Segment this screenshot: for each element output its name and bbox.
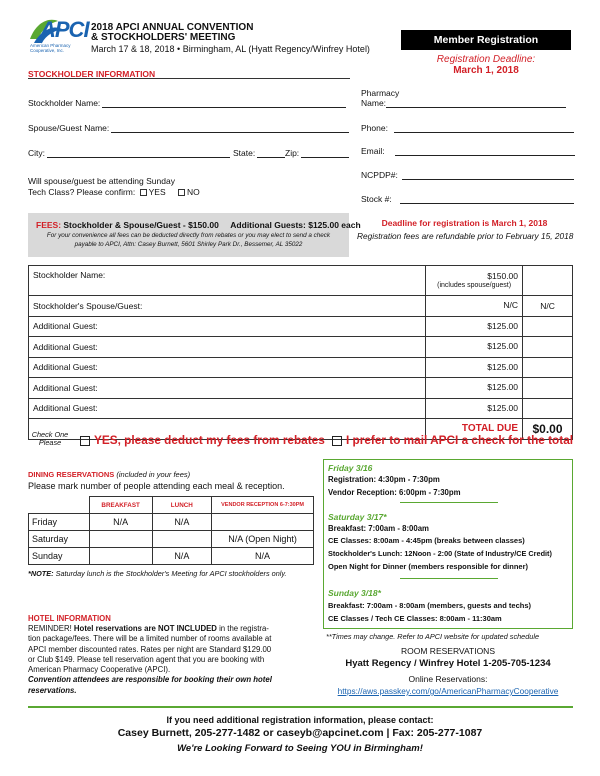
fee-row-amount-cell[interactable] (426, 296, 523, 317)
fee-row-amount: $125.00 (487, 382, 519, 393)
saturday-item-3: Stockholder's Lunch: 12Noon - 2:00 (State of Industry/CE Credit) (328, 549, 552, 558)
saturday-item-4: Open Night for Dinner (members responsible for dinner) (328, 562, 529, 571)
dining-instruction: Please mark number of people attending each meal & reception. (28, 481, 285, 491)
fee-row-extra[interactable] (523, 398, 573, 419)
logo-text: APCI (40, 17, 89, 42)
sunday-title: Sunday 3/18* (328, 588, 381, 598)
mail-check-option[interactable] (330, 433, 573, 447)
dining-cell[interactable] (89, 548, 152, 565)
dining-day: Friday (29, 514, 90, 531)
fee-row-label: Additional Guest: (29, 337, 426, 358)
footer-contact: Casey Burnett, 205-277-1482 or caseyb@apcinet.com | Fax: 205-277-1087 (117, 727, 483, 739)
dining-row (29, 531, 314, 548)
no-label: NO (187, 187, 200, 197)
ncpdp-label: NCPDP#: (361, 170, 398, 180)
dining-cell[interactable] (89, 531, 152, 548)
stockholder-name-field[interactable] (28, 98, 346, 108)
logo-subtext: American Pharmacy Cooperative, Inc. (30, 43, 71, 53)
phone-field[interactable] (361, 123, 574, 133)
stock-number-label: Stock #: (361, 194, 392, 204)
pharmacy-label: Pharmacy (361, 88, 400, 98)
saturday-item-1: Breakfast: 7:00am - 8:00am (328, 524, 429, 533)
hotel-phone: Hyatt Regency / Winfrey Hotel 1-205-705-1234 (345, 658, 551, 669)
hotel-line-5: American Pharmacy Cooperative (APCI). (28, 665, 171, 675)
check-one-text: Check One (31, 430, 69, 439)
fee-row-amount: $125.00 (487, 361, 519, 372)
total-due-label: TOTAL DUE (426, 419, 523, 440)
deadline-label: Registration Deadline: (436, 54, 536, 65)
city-label: City: (28, 148, 45, 158)
online-reservations-link[interactable]: https://aws.passkey.com/go/AmericanPharmacyCooperative (337, 686, 559, 696)
dining-note (28, 569, 287, 578)
pharmacy-name-label: Name: (361, 98, 387, 108)
mail-check-checkbox[interactable] (332, 436, 342, 446)
dining-note-text: Saturday lunch is the Stockholder's Meeting for APCI stockholders only. (53, 569, 287, 578)
dining-title (28, 470, 190, 479)
fee-row-extra[interactable] (523, 337, 573, 358)
deduct-rebates-option[interactable] (78, 433, 325, 447)
fee-row (29, 316, 573, 337)
member-registration-banner: Member Registration (401, 30, 571, 50)
section-divider (28, 78, 350, 79)
please-text: Please (38, 438, 62, 447)
no-checkbox[interactable] (178, 189, 185, 196)
friday-title: Friday 3/16 (328, 463, 373, 473)
fee-row (29, 378, 573, 399)
deduct-rebates-label: YES, please deduct my fees from rebates (94, 433, 325, 447)
fees-text (36, 220, 361, 230)
fee-row (29, 266, 573, 296)
fee-row-label: Additional Guest: (29, 316, 426, 337)
dining-note-bold: *NOTE: (28, 569, 54, 578)
check-one-label (30, 431, 70, 447)
event-dates-location: March 17 & 18, 2018 • Birmingham, AL (Hyatt Regency/Winfrey Hotel) (91, 44, 370, 54)
fee-row-amount: $125.00 (487, 320, 519, 331)
deadline-note: Deadline for registration is March 1, 2018 (381, 218, 548, 228)
stockholder-name-label: Stockholder Name: (28, 98, 101, 108)
fee-row (29, 357, 573, 378)
dining-cell: N/A (Open Night) (212, 531, 314, 548)
fee-row-extra[interactable] (523, 378, 573, 399)
stockholder-section-title: STOCKHOLDER INFORMATION (28, 69, 156, 79)
sunday-confirm-label: Tech Class? Please confirm: (28, 187, 136, 197)
dining-day: Saturday (29, 531, 90, 548)
hotel-line-2: tion package/fees. There will be a limited number of rooms available at (28, 634, 272, 644)
fee-row (29, 296, 573, 317)
footer-divider (28, 706, 573, 708)
ncpdp-field[interactable] (361, 170, 574, 180)
dining-cell[interactable] (152, 531, 212, 548)
friday-item-1: Registration: 4:30pm - 7:30pm (328, 475, 440, 484)
hotel-reminder-bold: Hotel reservations are NOT INCLUDED (73, 624, 217, 633)
sunday-item-1: Breakfast: 7:00am - 8:00am (members, guests and techs) (328, 601, 531, 610)
fee-row-label: Additional Guest: (29, 357, 426, 378)
hotel-reminder: REMINDER! (28, 624, 74, 633)
zip-label: Zip: (285, 148, 300, 158)
schedule-divider-1 (400, 502, 498, 503)
dining-header-row (29, 497, 314, 514)
fee-row-amount-cell[interactable] (426, 337, 523, 358)
fee-row-amount-cell[interactable] (426, 316, 523, 337)
saturday-item-2: CE Classes: 8:00am - 4:45pm (breaks between classes) (328, 536, 525, 545)
spouse-guest-name-field[interactable] (28, 123, 349, 133)
sunday-question: Will spouse/guest be attending Sunday (28, 176, 175, 186)
dining-cell[interactable] (212, 514, 314, 531)
fee-row (29, 337, 573, 358)
room-reservations-label: ROOM RESERVATIONS (401, 646, 495, 656)
fee-row (29, 398, 573, 419)
sunday-item-2: CE Classes / Tech CE Classes: 8:00am - 11:30am (328, 614, 502, 623)
fee-row-amount: $150.00 (487, 270, 519, 281)
email-label: Email: (361, 146, 385, 156)
deadline-date: March 1, 2018 (453, 65, 519, 76)
fee-row-amount-cell[interactable] (426, 398, 523, 419)
fee-row-extra[interactable] (523, 357, 573, 378)
online-reservations-label: Online Reservations: (408, 674, 488, 684)
dining-cell: N/A (212, 548, 314, 565)
pharmacy-name-field[interactable] (361, 98, 566, 108)
fee-row-amount: N/C (503, 300, 519, 311)
fee-row-label: Stockholder's Spouse/Guest: (29, 296, 426, 317)
fee-row-sub: (includes spouse/guest) (437, 281, 512, 289)
fee-row-label: Additional Guest: (29, 398, 426, 419)
saturday-title: Saturday 3/17* (328, 512, 387, 522)
footer-info: If you need additional registration information, please contact: (166, 715, 434, 725)
footer-closing: We're Looking Forward to Seeing YOU in Birmingham! (177, 743, 423, 754)
phone-label: Phone: (361, 123, 388, 133)
city-field[interactable] (28, 148, 230, 158)
fees-label: FEES: (36, 220, 62, 230)
apci-logo (28, 15, 90, 55)
hotel-reminder-rest: in the registra- (216, 624, 269, 633)
refund-note: Registration fees are refundable prior to February 15, 2018 (357, 231, 574, 241)
fee-row-extra[interactable]: N/C (523, 296, 573, 317)
hotel-reminder-line (28, 624, 318, 634)
hotel-line-3: APCI member discounted rates. Rates per night are Standard $129.00 (28, 644, 272, 654)
hotel-line-4: or Club $149. Please tell reservation agent that you are booking with (28, 654, 265, 664)
dining-row (29, 548, 314, 565)
state-label: State: (233, 148, 256, 158)
email-field[interactable] (361, 146, 575, 156)
fee-row-extra[interactable] (523, 266, 573, 296)
breakfast-header: BREAKFAST (89, 497, 152, 514)
stock-number-field[interactable] (361, 194, 574, 204)
hotel-line-7: reservations. (28, 685, 77, 695)
hotel-info (28, 624, 318, 696)
hotel-title: HOTEL INFORMATION (28, 614, 111, 623)
mail-check-label: I prefer to mail APCI a check for the total (346, 433, 574, 447)
total-due-value: $0.00 (523, 419, 573, 440)
state-field[interactable] (233, 148, 285, 158)
yes-checkbox[interactable] (140, 189, 147, 196)
dining-cell: N/A (89, 514, 152, 531)
lunch-header: LUNCH (152, 497, 212, 514)
fee-row-amount-cell[interactable] (426, 357, 523, 378)
dining-cell: N/A (152, 548, 212, 565)
fee-row-label: Stockholder Name: (29, 266, 426, 296)
schedule-divider-2 (400, 578, 498, 579)
dining-title-text: DINING RESERVATIONS (28, 470, 115, 479)
fee-row-amount: $125.00 (487, 402, 519, 413)
fee-table (28, 265, 573, 440)
schedule-change-note: **Times may change. Refer to APCI website for updated schedule (326, 632, 540, 641)
fee-row-amount-cell[interactable] (426, 378, 523, 399)
friday-item-2: Vendor Reception: 6:00pm - 7:30pm (328, 488, 461, 497)
fee-row-amount: $125.00 (487, 341, 519, 352)
dining-row (29, 514, 314, 531)
vendor-reception-header: VENDOR RECEPTION 6-7:30PM (212, 497, 314, 514)
event-title-line1: 2018 APCI ANNUAL CONVENTION (91, 22, 254, 33)
deduct-rebates-checkbox[interactable] (80, 436, 90, 446)
dining-cell: N/A (152, 514, 212, 531)
fee-row-amount-cell[interactable] (426, 266, 523, 296)
event-title-line2: & STOCKHOLDERS' MEETING (91, 32, 236, 43)
fee-row-label: Additional Guest: (29, 378, 426, 399)
dining-title-note: (included in your fees) (116, 470, 191, 479)
hotel-line-6: Convention attendees are responsible for booking their own hotel (28, 675, 272, 685)
dining-table (28, 496, 314, 565)
fees-note-1: For your convenience all fees can be deducted directly from rebates or you may elect to send a check (46, 232, 331, 239)
zip-field[interactable] (285, 148, 349, 158)
sunday-confirm (28, 187, 200, 197)
fees-details: Stockholder & Spouse/Guest - $150.00 Additional Guests: $125.00 each (61, 220, 361, 230)
spouse-guest-name-label: Spouse/Guest Name: (28, 123, 110, 133)
fees-note-2: payable to APCI, Attn: Casey Burnett, 5601 Shirley Park Dr., Bessemer, AL 35022 (74, 241, 303, 248)
fee-row-extra[interactable] (523, 316, 573, 337)
yes-label: YES (148, 187, 166, 197)
dining-day: Sunday (29, 548, 90, 565)
